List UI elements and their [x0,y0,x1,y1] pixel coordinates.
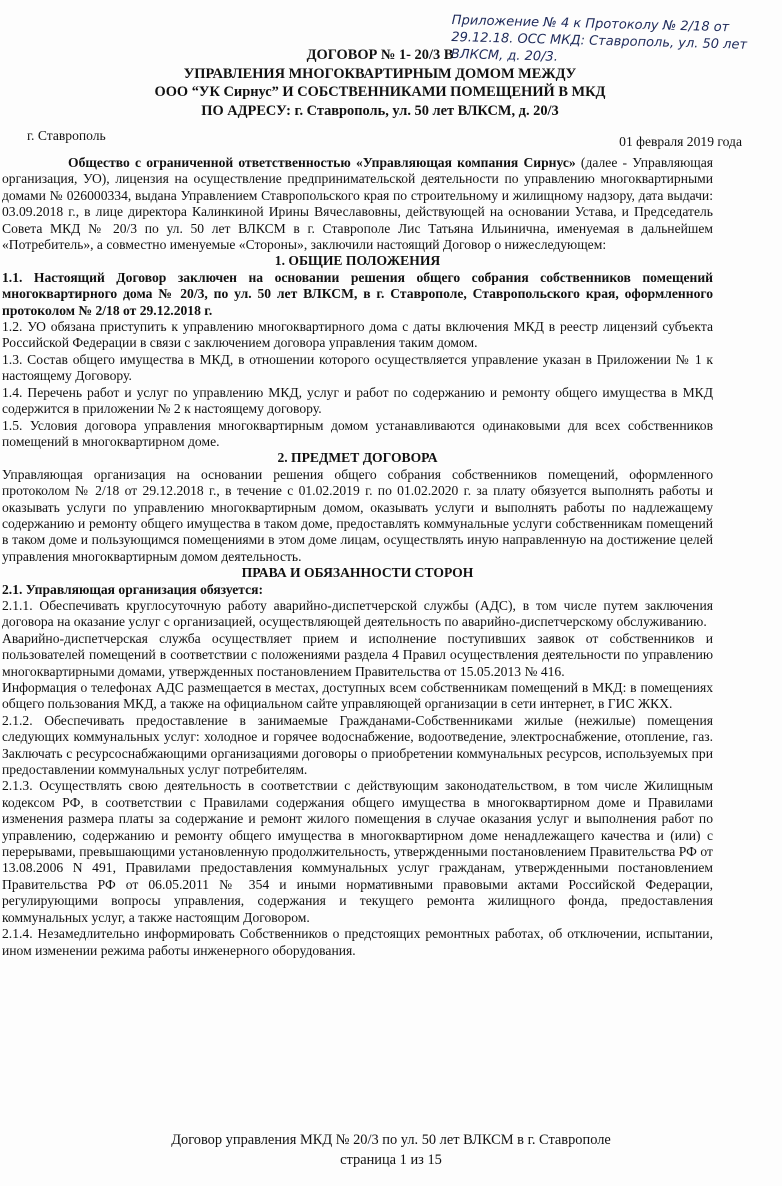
org-name: Общество с ограниченной ответственностью «Управляющая компания Сирнус» [68,155,576,170]
page-number: страница 1 из 15 [340,1152,442,1168]
contract-city: г. Ставрополь [27,128,106,143]
contract-body [2,155,713,959]
intro-text: (далее - Управляющая организация, УО), лицензия на осуществление предпринимательской деятельности по управлению многоквартирными домами № 026000334, выдана Управлением Ставропольского края по строительному и жилищному надзору, дата выдачи: 03.09.2018 г., в лице директора Калинкиной Ирины Вячеславовны, действующей на основании Устава, и Председатель Совета МКД № 20/3 по ул. 50 лет ВЛКСМ в г. Ставрополе Лис Татьяна Ильинична, именуемая в дальнейшем «Потребитель», а совместно именуемые «Стороны», заключили настоящий Договор о нижеследующем: [2,155,714,253]
page-footer [0,1130,782,1170]
intro-paragraph [2,155,713,253]
clause-1-3: 1.3. Состав общего имущества в МКД, в отношении которого осуществляется управление указан в Приложении № 1 к настоящему Договору. [2,351,713,384]
section-heading: 1. ОБЩИЕ ПОЛОЖЕНИЯ [274,253,441,269]
contract-title [120,46,640,120]
contract-date: 01 февраля 2019 года [619,134,742,149]
subject-paragraph: Управляющая организация на основании решения общего собрания собственников помещений, оформленного протоколом № 2/18 от 29.12.2018 г., в течение с 01.02.2019 г. по 01.02.2020 г. за плату обязуется выполнять работы и оказывать услуги по управлению многоквартирным домом, оказывать услуги и выполнять работы по надлежащему содержанию и ремонту общего имущества в таком доме, предоставлять коммунальные услуги собственникам помещений в таком доме и пользующимся помещениями в этом доме лицам, осуществлять иную направленную на достижение целей управления многоквартирным домом деятельность. [2,466,713,564]
clause-2-1-4: 2.1.4. Незамедлительно информировать Собственников о предстоящих ремонтных работах, об отключении, испытании, ином изменении режима работы инженерного оборудования. [2,926,713,958]
clause-2-1-2: 2.1.2. Обеспечивать предоставление в занимаемые Гражданами-Собственниками жилые (нежилые) помещения следующих коммунальных услуг: холодное и горячее водоснабжение, водоотведение, электроснабжение, отопление, газ. Заключать с ресурсоснабжающими организациями договоры о приобретении коммунальных ресурсов, используемых при предоставлении коммунальных услуг потребителям. [2,712,713,778]
clause-1-2: 1.2. УО обязана приступить к управлению многоквартирного дома с даты включения МКД в реестр лицензий субъекта Российской Федерации в связи с заключением договора управления таким домом. [2,319,713,351]
phones-paragraph: Информация о телефонах АДС размещается в местах, доступных всем собственникам помещений в МКД: в помещениях общего пользования МКД, а также на официальном сайте управляющей организации в сети интернет, в ГИС ЖКХ. [2,680,713,712]
clause-1-1: 1.1. Настоящий Договор заключен на основании решения общего собрания собственников помещений многоквартирного дома № 20/3, по ул. 50 лет ВЛКСМ, в г. Ставрополе, Ставропольского края, оформленного протоколом № 2/18 от 29.12.2018 г. [2,269,713,318]
clause-2-1-3: 2.1.3. Осуществлять свою деятельность в соответствии с действующим законодательством, в том числе Жилищным кодексом РФ, в соответствии с Правилами содержания общего имущества в многоквартирном доме и Правилами изменения размера платы за содержание и ремонт жилого помещения в случае оказания услуг и выполнения работ по управлению, содержанию и ремонту общего имущества в многоквартирном доме ненадлежащего качества и (или) с перерывами, превышающими установленную продолжительность, утвержденными постановлением Правительства РФ от 13.08.2006 N 491, Правилами предоставления коммунальных услуг гражданам, утвержденными постановлением Правительства РФ от 06.05.2011 № 354 и иными нормативными правовыми актами Российской Федерации, регулирующими вопросы управления, содержания и текущего ремонта жилищного фонда, предоставления коммунальных услуг, а также настоящим Договором. [2,778,713,925]
clause-1-4: 1.4. Перечень работ и услуг по управлению МКД, услуг и работ по содержанию и ремонту общего имущества в МКД содержится в приложении № 2 к настоящему договору. [2,384,713,417]
footer-title: Договор управления МКД № 20/3 по ул. 50 лет ВЛКСМ в г. Ставрополе [171,1132,611,1148]
section-heading: ПРАВА И ОБЯЗАННОСТИ СТОРОН [241,565,474,581]
sub-heading: 2.1. Управляющая организация обязуется: [2,581,264,597]
title-line: УПРАВЛЕНИЯ МНОГОКВАРТИРНЫМ ДОМОМ МЕЖДУ [183,65,577,82]
title-line: ООО “УК Сирнус” И СОБСТВЕННИКАМИ ПОМЕЩЕНИЙ В МКД [154,84,606,100]
handwritten-annotation: Приложение № 4 к Протоколу № 2/18 от 29.12.18. ОСС МКД: Ставрополь, ул. 50 лет ВЛКСМ, д. 20/3. [450,12,748,65]
title-line: ДОГОВОР № 1- 20/3 В [306,47,454,63]
ads-paragraph: Аварийно-диспетчерская служба осуществляет прием и исполнение поступивших заявок от собственников и пользователей помещений в соответствии с положениями раздела 4 Правил осуществления деятельности по управлению многоквартирными домами, утвержденных постановлением Правительства от 15.05.2013 № 416. [2,630,713,679]
clause-2-1-1: 2.1.1. Обеспечивать круглосуточную работу аварийно-диспетчерской службы (АДС), в том числе путем заключения договора на оказание услуг с организацией, осуществляющей деятельность по аварийно-диспетчерскому обслуживанию. [2,597,713,630]
section-heading: 2. ПРЕДМЕТ ДОГОВОРА [277,450,438,466]
clause-1-5: 1.5. Условия договора управления многоквартирным домом устанавливаются одинаковыми для всех собственников помещений в многоквартирном доме. [2,417,713,449]
title-line: ПО АДРЕСУ: г. Ставрополь, ул. 50 лет ВЛКСМ, д. 20/3 [201,102,559,119]
